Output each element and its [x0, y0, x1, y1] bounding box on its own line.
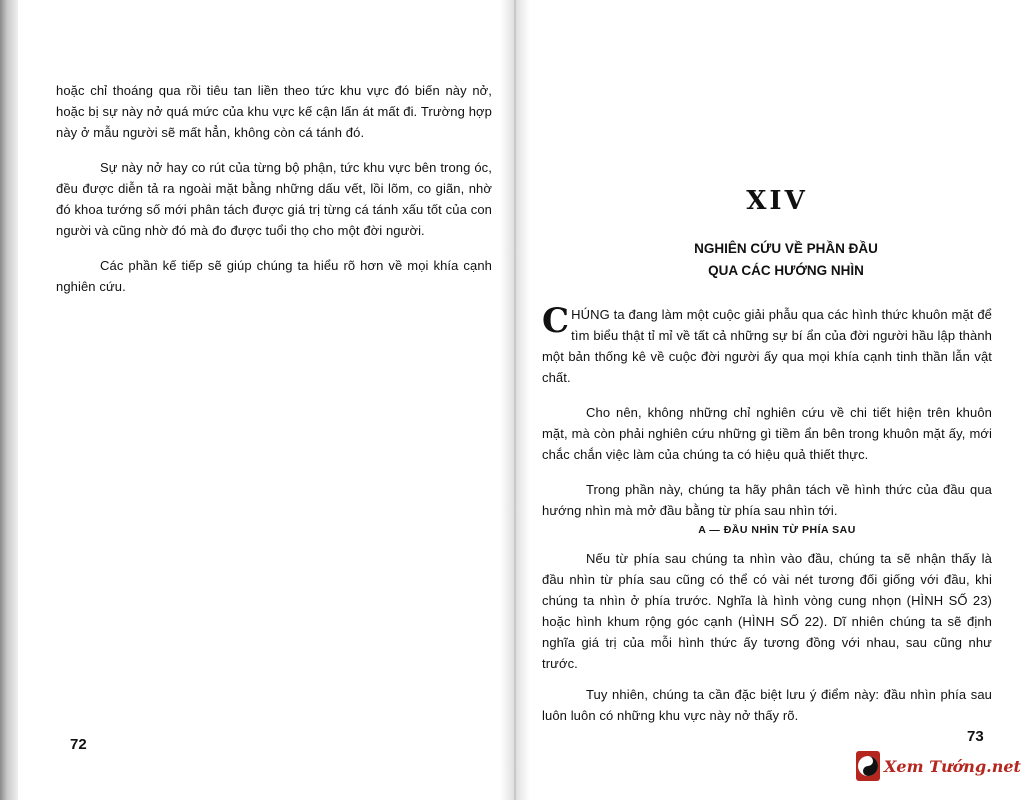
left-paragraph-1: hoặc chỉ thoáng qua rồi tiêu tan liền theo tức khu vực đó biến này nở, hoặc bị sự này nở quá mức của khu vực kế cận lấn át mất đi. Trường hợp này ở mẫu người sẽ mất hẳn, không còn cá tánh đó. [56, 83, 492, 140]
chapter-heading [626, 238, 946, 282]
yin-yang-icon [856, 751, 880, 781]
left-page [18, 0, 500, 800]
right-paragraph-2: Cho nên, không những chỉ nghiên cứu về chi tiết hiện trên khuôn mặt, mà còn phải nghiên cứu những gì tiềm ẩn bên trong khuôn mặt ấy, mới chắc chắn việc làm của chúng ta có hiệu quả thiết thực. [542, 405, 992, 462]
right-paragraph-5: Tuy nhiên, chúng ta cần đặc biệt lưu ý điểm này: đầu nhìn phía sau luôn luôn có những khu vực này nở thấy rõ. [542, 687, 992, 723]
right-paragraph-1 [542, 301, 992, 388]
chapter-number: XIV [746, 186, 808, 216]
left-page-number: 72 [70, 736, 87, 753]
right-paragraph-1-body: HÚNG ta đang làm một cuộc giải phẫu qua các hình thức khuôn mặt để tìm biểu thật tỉ mỉ về tất cả những sự bí ẩn của đời người hầu lập thành một bản thống kê về cuộc đời người ấy qua mọi khía cạnh tinh thần lẫn vật chất. [542, 307, 992, 385]
section-subheading: A — ĐẦU NHÌN TỪ PHÍA SAU [698, 524, 856, 536]
right-paragraph-3: Trong phần này, chúng ta hãy phân tách về hình thức của đầu qua hướng nhìn mà mở đầu bằng từ phía sau nhìn tới. [542, 482, 992, 518]
book-gutter [500, 0, 530, 800]
left-paragraph-2: Sự này nở hay co rút của từng bộ phận, tức khu vực bên trong óc, đều được diễn tả ra ngoài mặt bằng những dấu vết, lồi lõm, co giãn, nhờ đó khoa tướng số mới phân tách được giá trị từng cá tánh xấu tốt của con người và cũng nhờ đó mà đo được tuổi thọ cho một đời người. [56, 160, 492, 238]
chapter-heading-line-1: NGHIÊN CỨU VỀ PHẦN ĐẦU [694, 241, 878, 256]
left-page-text [56, 80, 492, 297]
site-watermark [856, 748, 1021, 784]
right-page [530, 0, 1024, 800]
book-edge-shadow [0, 0, 18, 800]
right-page-number: 73 [967, 728, 984, 745]
chapter-heading-line-2: QUA CÁC HƯỚNG NHÌN [708, 263, 864, 278]
right-page-section-text [542, 548, 992, 726]
right-page-intro-text [542, 301, 992, 521]
right-paragraph-4: Nếu từ phía sau chúng ta nhìn vào đầu, chúng ta sẽ nhận thấy là đầu nhìn từ phía sau cũng có thể có vài nét tương đối giống với đầu, khi chúng ta nhìn ở phía trước. Nghĩa là hình vòng cung nhọn (HÌNH SỐ 23) hoặc hình khum rộng góc cạnh (HÌNH SỐ 22). Dĩ nhiên chúng ta sẽ định nghĩa giá trị của mỗi hình thức ấy tương đồng với nhau, sau cũng như trước. [542, 551, 992, 671]
watermark-text: Xem Tướng.net [884, 756, 1021, 776]
drop-cap: C [542, 301, 570, 341]
left-paragraph-3: Các phần kế tiếp sẽ giúp chúng ta hiểu rõ hơn về mọi khía cạnh nghiên cứu. [56, 258, 492, 294]
